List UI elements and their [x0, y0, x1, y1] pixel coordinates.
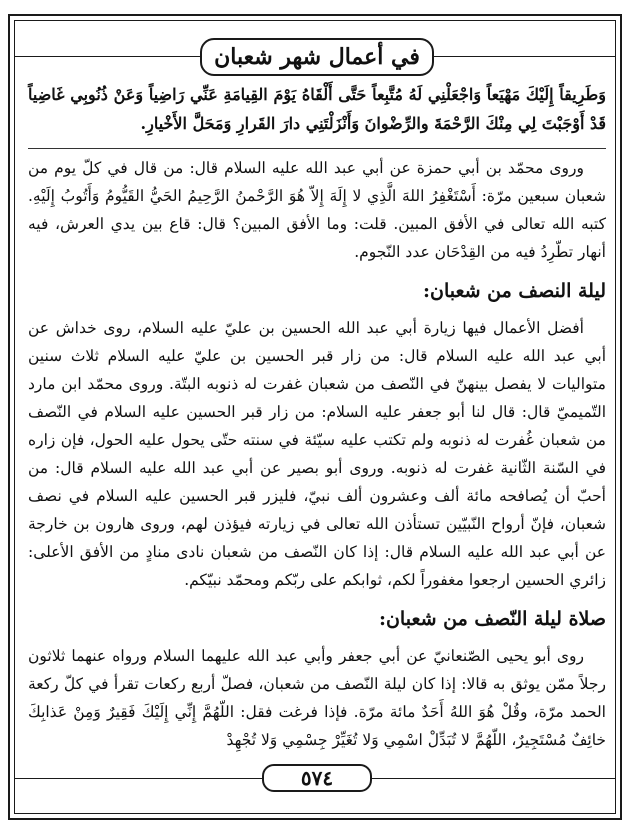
- page-number-box: [262, 764, 372, 792]
- header-rule-right: [434, 56, 616, 57]
- footer-rule-right: [372, 778, 616, 779]
- separator-line: [28, 148, 606, 150]
- section-heading-mid-shaban-night: ليلة النصف من شعبان:: [422, 280, 606, 302]
- supplication-text: وَطَرِيقاً إِلَيْكَ مَهْيَعاً وَاجْعَلْنِي لَهُ مُتَّبِعاً حَتَّى أَلْقَاهُ يَوْمَ القِيامَةِ عَنِّي رَاضِياً وَعَنْ ذُنُوبِي غَاضِياً قَدْ أَوْجَبْتَ لِي مِنْكَ الرَّحْمَةَ والرِّضْوانَ وَأَنْزَلْتَنِي دارَ القَرارِ وَمَحَلَّ الأَخْيارِ.: [28, 85, 606, 133]
- running-header-title: في أعمال شهر شعبان: [214, 44, 420, 70]
- narration-paragraph: وروى محمّد بن أبي حمزة عن أبي عبد الله عليه السلام قال: من قال في كلّ يوم من شعبان سبعين مرّة: أَسْتَغْفِرُ اللهَ الَّذِي لا إِلَهَ إِلاّ هُوَ الرَّحْمنُ الرَّحِيمُ الحَيُّ القَيُّومُ وَأَتُوبُ إِلَيْهِ. كتبه الله تعالى في الأفق المبين. قلت: وما الأفق المبين؟ قال: قاع بين يدي العرش، فيه أنهار تطّرِدُ فيه من القِدْحَان عدد النّجوم.: [28, 159, 606, 261]
- running-header: [200, 38, 434, 76]
- prayer-paragraph: روى أبو يحيى الصّنعانيّ عن أبي جعفر وأبي عبد الله عليهما السلام ورواه عنهما ثلاثون رجلاً ممّن يوثق به قالا: إذا كان ليلة النّصف من شعبان، فصلّ أربع ركعات تقرأ في كلّ ركعة الحمد مرّة، وقُلْ هُوَ اللهُ أَحَدٌ مائة مرّة. فإذا فرغت فقل: اللّهُمَّ إِنِّي إِلَيْكَ فَقِيرٌ وَمِنْ عَذابِكَ خائِفٌ مُسْتَجِيرٌ، اللّهُمَّ لا تُبَدِّلْ اسْمِي وَلا تُغَيِّرْ جِسْمِي وَلا تُجْهِدْ: [28, 647, 606, 749]
- page-number: ٥٧٤: [300, 766, 334, 790]
- ziyarah-paragraph: أفضل الأعمال فيها زيارة أبي عبد الله الحسين بن عليّ عليه السلام، روى خداش عن أبي عبد الله عليه السلام قال: من زار قبر الحسين بن عليّ عليه السلام ثلاث سنين متواليات لا يفصل بينهنّ في النّصف من شعبان غفرت له ذنوبه البتّة. وروى محمّد ابن مارد التّميميّ قال: قال لنا أبو جعفر عليه السلام: من زار قبر الحسين عليه السلام في النّصف من شعبان غُفرت له ذنوبه ولم تكتب عليه سيّئة في سنته حتّى يحول عليه الحول، فإن زاره في السّنة الثّانية غفرت له ذنوبه. وروى أبو بصير عن أبي عبد الله عليه السلام قال: من أحبّ أن يُصافحه مائة ألف وعشرون ألف نبيّ، فليزر قبر الحسين عليه السلام في نصف شعبان، فإنّ أرواح النّبيّين تستأذن الله تعالى في زيارته فيؤذن لهم، وروى هارون بن خارجة عن أبي عبد الله عليه السلام قال: إذا كان النّصف من شعبان نادى منادٍ من الأفق الأعلى: زائري الحسين ارجعوا مغفوراً لكم، ثوابكم على ربّكم ومحمّد نبيّكم.: [28, 319, 606, 589]
- header-rule-left: [14, 56, 200, 57]
- footer-rule-left: [14, 778, 262, 779]
- section-heading-mid-shaban-prayer: صلاة ليلة النّصف من شعبان:: [378, 608, 606, 630]
- page-body: [28, 80, 606, 754]
